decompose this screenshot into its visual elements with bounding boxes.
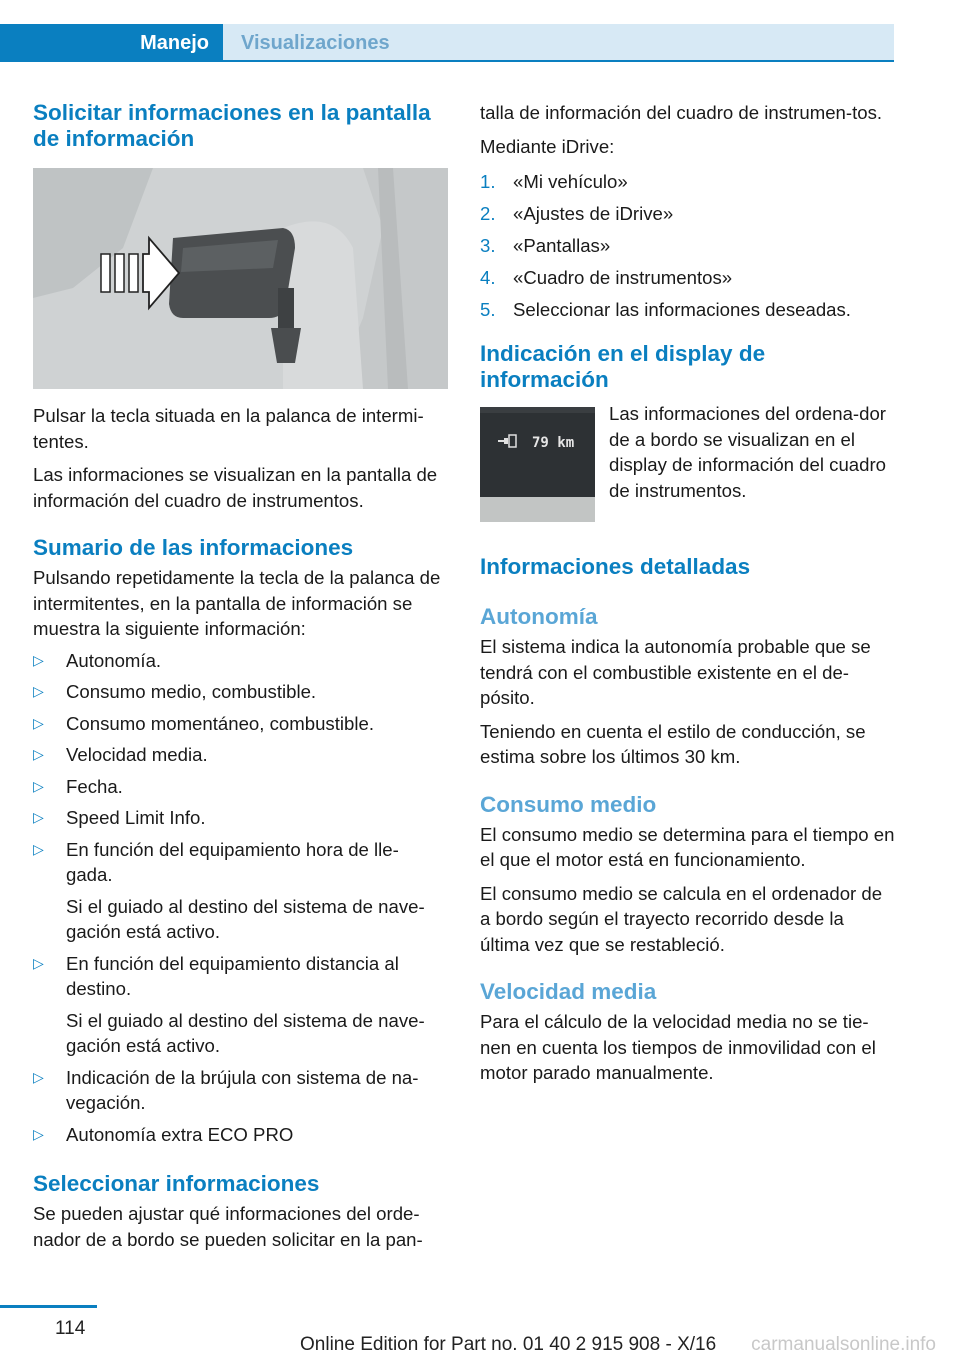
- paragraph-visualizan: Las informaciones se visualizan en la pantalla de información del cuadro de instrumentos.: [33, 464, 438, 511]
- page-number: 114: [55, 1318, 86, 1339]
- paragraph-continuation: talla de información del cuadro de instrumen-tos.: [480, 102, 883, 123]
- list-item: ▷ Indicación de la brújula con sistema de na-vegación.: [33, 1066, 419, 1113]
- heading-indicacion: Indicación en el display de información: [480, 341, 766, 392]
- triangle-bullet-icon: ▷: [33, 809, 44, 825]
- triangle-bullet-icon: ▷: [33, 777, 44, 794]
- triangle-bullet-icon: ▷: [33, 1125, 44, 1142]
- left-column: [33, 100, 448, 1252]
- turn-signal-lever-image: [33, 168, 448, 389]
- info-list: [33, 648, 448, 1148]
- idrive-steps: [480, 169, 896, 329]
- header-divider: [0, 60, 894, 62]
- list-item: ▷ Autonomía extra ECO PRO: [33, 1122, 448, 1148]
- tab-visualizaciones[interactable]: Visualizaciones: [223, 24, 894, 62]
- heading-seleccionar: Seleccionar informaciones: [33, 1171, 320, 1196]
- heading-solicitar: Solicitar informaciones en la pantalla de información: [33, 100, 431, 151]
- list-item-note: Si el guiado al destino del sistema de nave-gación está activo.: [66, 1009, 425, 1056]
- paragraph-velocidad: Para el cálculo de la velocidad media no se tie-nen en cuenta los tiempos de inmovilidad con el motor parado manualmente.: [480, 1011, 876, 1083]
- step-item: 4. «Cuadro de instrumentos»: [480, 267, 733, 288]
- step-item: 5. Seleccionar las informaciones deseadas.: [480, 299, 851, 320]
- list-item-note: Si el guiado al destino del sistema de nave-gación está activo.: [66, 895, 425, 942]
- paragraph-indicacion: Las informaciones del ordena-dor de a bordo se visualizan en el display de información del cuadro de instrumentos.: [609, 403, 886, 501]
- watermark[interactable]: carmanualsonline.info: [751, 1334, 936, 1355]
- paragraph-autonomia-1: El sistema indica la autonomía probable que se tendrá con el combustible existente en el de-pósito.: [480, 636, 871, 708]
- paragraph-pulsar: Pulsar la tecla situada en la palanca de intermi-tentes.: [33, 405, 424, 452]
- triangle-bullet-icon: ▷: [33, 840, 44, 857]
- triangle-bullet-icon: ▷: [33, 1068, 44, 1085]
- paragraph-autonomia-2: Teniendo en cuenta el estilo de conducción, se estima sobre los últimos 30 km.: [480, 720, 866, 767]
- tab-manejo[interactable]: Manejo: [0, 24, 223, 62]
- step-item: 1. «Mi vehículo»: [480, 171, 628, 192]
- triangle-bullet-icon: ▷: [33, 746, 44, 762]
- paragraph-pulsando: Pulsando repetidamente la tecla de la palanca de intermitentes, en la pantalla de información se muestra la siguiente información:: [33, 567, 441, 639]
- right-column: [480, 100, 896, 1086]
- footer-divider: [0, 1305, 97, 1308]
- heading-autonomia: Autonomía: [480, 604, 598, 629]
- list-item: ▷ Speed Limit Info.: [33, 805, 448, 831]
- paragraph-idrive: Mediante iDrive:: [480, 135, 615, 157]
- edition-text: Online Edition for Part no. 01 40 2 915 908 - X/16: [300, 1334, 717, 1355]
- list-item: ▷ Velocidad media.: [33, 742, 448, 768]
- step-item: 2. «Ajustes de iDrive»: [480, 203, 674, 224]
- triangle-bullet-icon: ▷: [33, 683, 44, 699]
- triangle-bullet-icon: ▷: [33, 714, 44, 731]
- paragraph-ajustar: Se pueden ajustar qué informaciones del orde-nador de a bordo se pueden solicitar en la pan-: [33, 1203, 423, 1250]
- header-bar: [0, 0, 960, 62]
- heading-velocidad: Velocidad media: [480, 979, 657, 1004]
- lever-illustration: [33, 168, 448, 389]
- paragraph-consumo-1: El consumo medio se determina para el tiempo en el que el motor está en funcionamiento.: [480, 823, 895, 870]
- triangle-bullet-icon: ▷: [33, 651, 44, 668]
- step-item: 3. «Pantallas»: [480, 235, 611, 256]
- list-item: ▷ Consumo medio, combustible.: [33, 679, 448, 705]
- heading-consumo: Consumo medio: [480, 791, 657, 817]
- list-item: ▷ En función del equipamiento hora de lle-gada. Si el guiado al destino del sistema de nave-gación está activo.: [33, 837, 421, 945]
- heading-detalladas: Informaciones detalladas: [480, 554, 751, 579]
- paragraph-consumo-2: El consumo medio se calcula en el ordenador de a bordo según el trayecto recorrido desde la última vez que se restableció.: [480, 882, 883, 955]
- range-display-icon: [480, 407, 595, 522]
- list-item: ▷ Autonomía.: [33, 648, 448, 674]
- list-item: ▷ En función del equipamiento distancia al destino. Si el guiado al destino del sistema de nave-gación está activo.: [33, 951, 426, 1059]
- triangle-bullet-icon: ▷: [33, 954, 44, 971]
- info-display-image: [480, 407, 595, 522]
- list-item: ▷ Fecha.: [33, 774, 448, 800]
- list-item: ▷ Consumo momentáneo, combustible.: [33, 711, 448, 737]
- heading-sumario: Sumario de las informaciones: [33, 535, 354, 560]
- display-value: 79 km: [532, 435, 575, 451]
- display-row: [480, 403, 896, 522]
